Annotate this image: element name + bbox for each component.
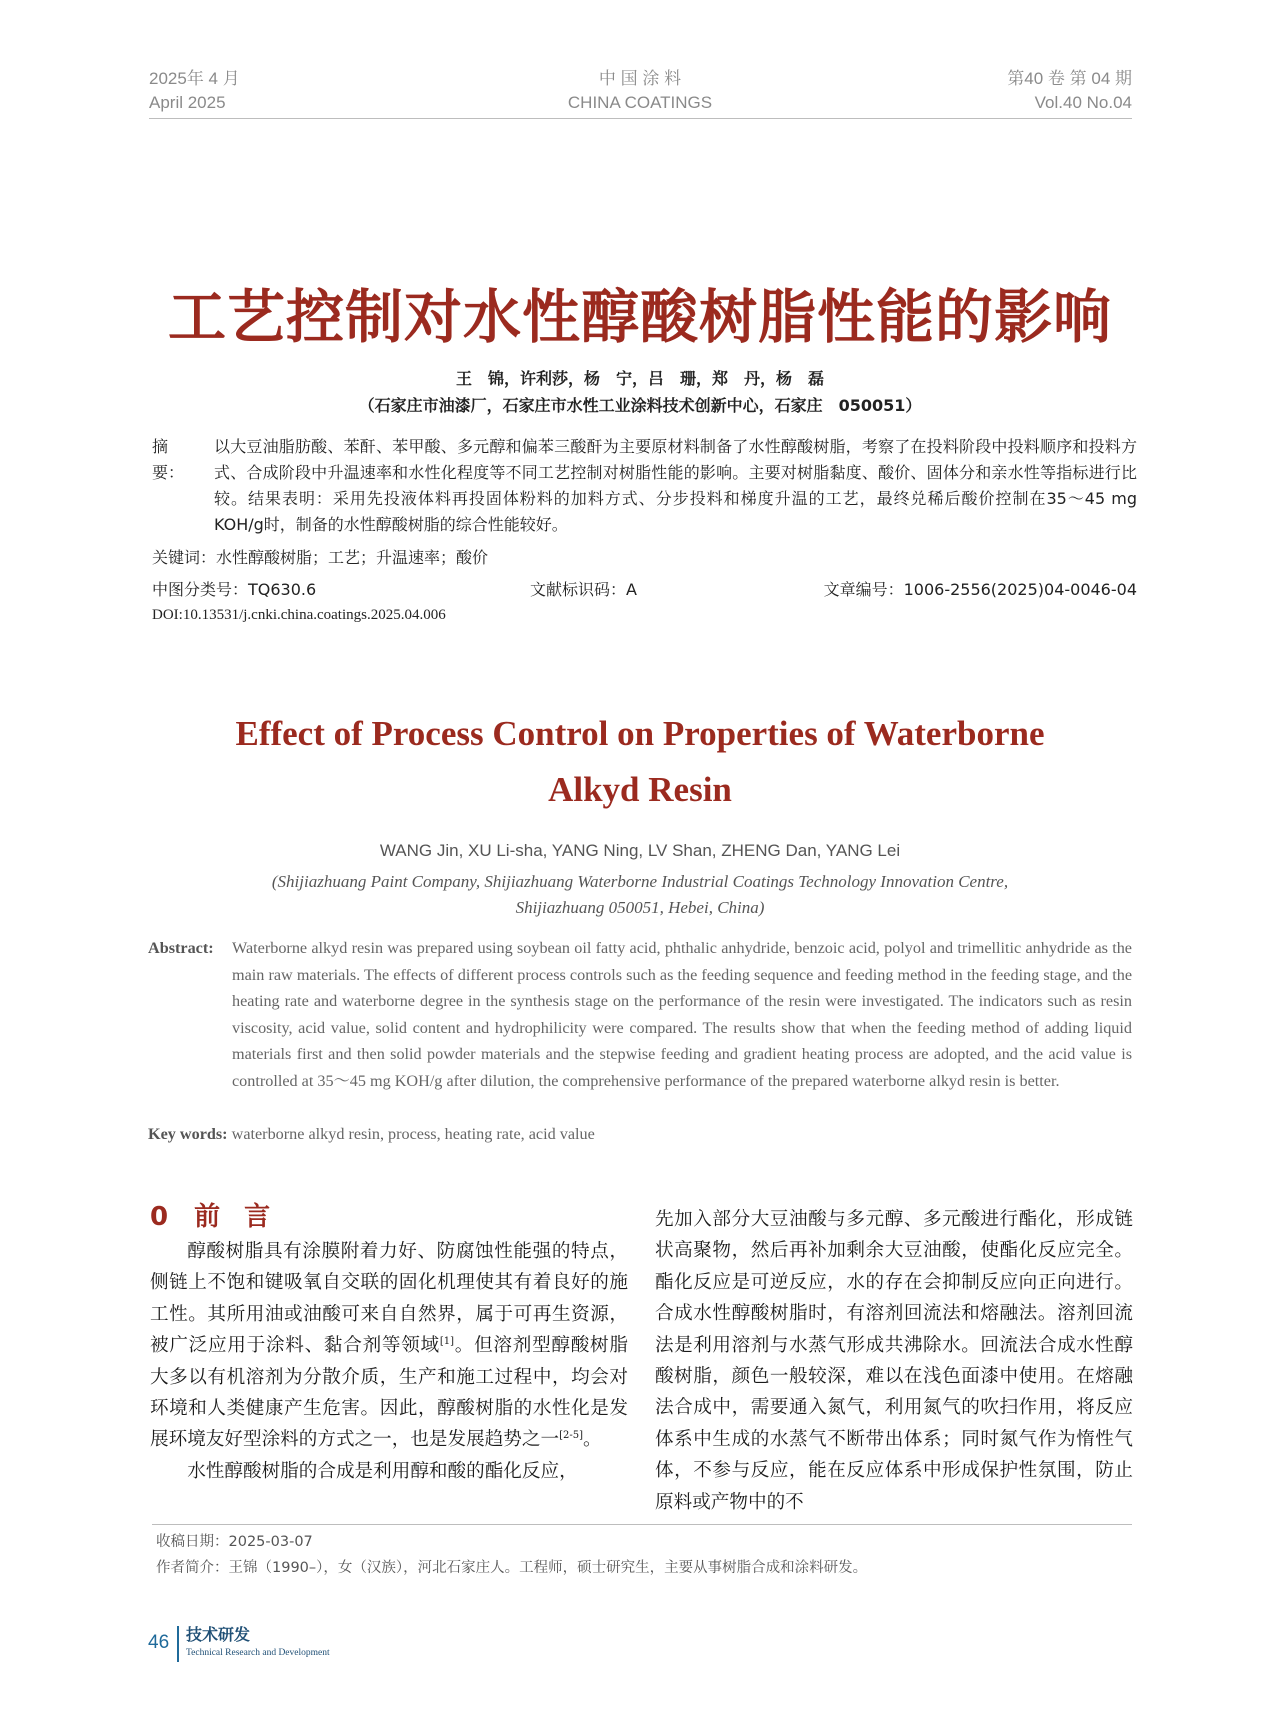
body-text: 。但溶剂型醇酸树脂大多以有机溶剂为分散介质，生产和施工过程中，均会对环境和人类健康产生危害。因此，醇酸树脂的水性化是发展环境友好型涂料的方式之一，也是发展趋势之一 (150, 1335, 628, 1451)
section-number: 0 (150, 1202, 171, 1232)
footer-section-en: Technical Research and Development (186, 1648, 330, 1658)
header-date (149, 67, 240, 115)
keywords-en-text: waterborne alkyd resin, process, heating rate, acid value (227, 1125, 595, 1143)
body-paragraph: 水性醇酸树脂的合成是利用醇和酸的酯化反应， (187, 1460, 578, 1482)
citation-ref[interactable]: [2-5] (559, 1430, 583, 1442)
affiliation-en-line2: Shijiazhuang 050051, Hebei, China) (515, 898, 765, 917)
keywords-en-label: Key words: (148, 1125, 228, 1143)
footnote-author-bio: 作者简介：王锦（1990–），女（汉族），河北石家庄人。工程师，硕士研究生，主要从事树脂合成和涂料研发。 (156, 1560, 868, 1576)
body-paragraph: 先加入部分大豆油酸与多元醇、多元酸进行酯化，形成链状高聚物，然后再补加剩余大豆油酸，使酯化反应完全。酯化反应是可逆反应，水的存在会抑制反应向正向进行。合成水性醇酸树脂时，有溶剂回流法和熔融法。溶剂回流法是利用溶剂与水蒸气形成共沸除水。回流法合成水性醇酸树脂，颜色一般较深，难以在浅色面漆中使用。在熔融法合成中，需要通入氮气，利用氮气的吹扫作用，将反应体系中生成的水蒸气不断带出体系；同时氮气作为惰性气体，不参与反应，能在反应体系中形成保护性氛围，防止原料或产物中的不 (655, 1209, 1133, 1513)
header-date-en: April 2025 (149, 93, 226, 112)
body-paragraph (150, 1236, 628, 1456)
abstract-cn (152, 434, 1137, 538)
section-title-b: 言 (244, 1202, 273, 1232)
title-cn: 工艺控制对水性醇酸树脂性能的影响 (167, 283, 1112, 351)
title-en-line2: Alkyd Resin (548, 770, 732, 809)
body-text: 。 (582, 1429, 602, 1451)
affiliation-en-line1: (Shijiazhuang Paint Company, Shijiazhuang Waterborne Industrial Coatings Technology Innovation Centre, (271, 872, 1009, 891)
abstract-cn-label: 摘 要： (152, 437, 185, 482)
abstract-cn-text: 以大豆油脂肪酸、苯酐、苯甲酸、多元醇和偏苯三酸酐为主要原材料制备了水性醇酸树脂，考察了在投料阶段中投料顺序和投料方式、合成阶段中升温速率和水性化程度等不同工艺控制对树脂性能的影响。主要对树脂黏度、酸价、固体分和亲水性等指标进行比较。结果表明：采用先投液体料再投固体粉料的加料方式、分步投料和梯度升温的工艺，最终兑稀后酸价控制在35～45 mg KOH/g时，制备的水性醇酸树脂的综合性能较好。 (214, 437, 1137, 534)
clc-number: 中图分类号：TQ630.6 (152, 580, 317, 599)
title-en (0, 706, 1280, 818)
header-journal (540, 67, 740, 115)
header-volume-en: Vol.40 No.04 (1034, 93, 1132, 112)
header-volume (1007, 67, 1132, 115)
body-column-left (150, 1236, 628, 1487)
page-number: 46 (148, 1632, 170, 1653)
footer-section-cn: 技术研发 (186, 1625, 251, 1644)
footnote-received: 收稿日期：2025-03-07 (156, 1534, 313, 1550)
keywords-en (148, 1125, 595, 1144)
footer-divider (177, 1626, 179, 1662)
keywords-cn: 关键词：水性醇酸树脂；工艺；升温速率；酸价 (152, 548, 489, 567)
affiliation-cn: （石家庄市油漆厂，石家庄市水性工业涂料技术创新中心，石家庄 050051） (358, 396, 922, 415)
authors-en: WANG Jin, XU Li-sha, YANG Ning, LV Shan, ZHENG Dan, YANG Lei (379, 841, 901, 860)
header-journal-cn: 中 国 涂 料 (598, 69, 682, 88)
affiliation-en (0, 869, 1280, 921)
section-heading (150, 1196, 272, 1233)
body-text: 醇酸树脂具有涂膜附着力好、防腐蚀性能强的特点，侧链上不饱和键吸氧自交联的固化机理使其有着良好的施工性。其所用油或油酸可来自自然界，属于可再生资源，被广泛应用于涂料、黏合剂等领域 (150, 1241, 628, 1357)
abstract-en-text: Waterborne alkyd resin was prepared using soybean oil fatty acid, phthalic anhydride, benzoic acid, polyol and trimellitic anhydride as the main raw materials. The effects of different process controls such as the feeding sequence and feeding method in the feeding stage, and the heating rate and waterborne degree in the synthesis stage on the performance of the resin were investigated. The indicators such as resin viscosity, acid value, solid content and hydrophilicity were compared. The results show that when the feeding method of adding liquid materials first and then solid powder materials and the stepwise feeding and gradient heating process are adopted, and the acid value is controlled at 35～45 mg KOH/g after dilution, the comprehensive performance of the prepared waterborne alkyd resin is better. (232, 939, 1132, 1090)
abstract-en-label: Abstract: (148, 939, 214, 957)
footnote-divider (152, 1524, 1132, 1525)
header-volume-cn: 第40 卷 第 04 期 (1007, 69, 1132, 88)
header-journal-en: CHINA COATINGS (567, 93, 713, 112)
document-code: 文献标识码：A (530, 580, 637, 599)
article-number: 文章编号：1006-2556(2025)04-0046-04 (823, 580, 1137, 599)
authors-cn: 王 锦，许利莎，杨 宁，吕 珊，郑 丹，杨 磊 (455, 369, 824, 388)
header-divider (149, 118, 1132, 119)
doi: DOI:10.13531/j.cnki.china.coatings.2025.04.006 (152, 607, 446, 623)
citation-ref[interactable]: [1] (439, 1336, 455, 1348)
header-date-cn: 2025年 4 月 (149, 69, 240, 88)
section-title-a: 前 (194, 1202, 223, 1232)
abstract-en (148, 935, 1132, 1094)
title-en-line1: Effect of Process Control on Properties of Waterborne (235, 714, 1045, 753)
body-column-right (655, 1204, 1133, 1518)
